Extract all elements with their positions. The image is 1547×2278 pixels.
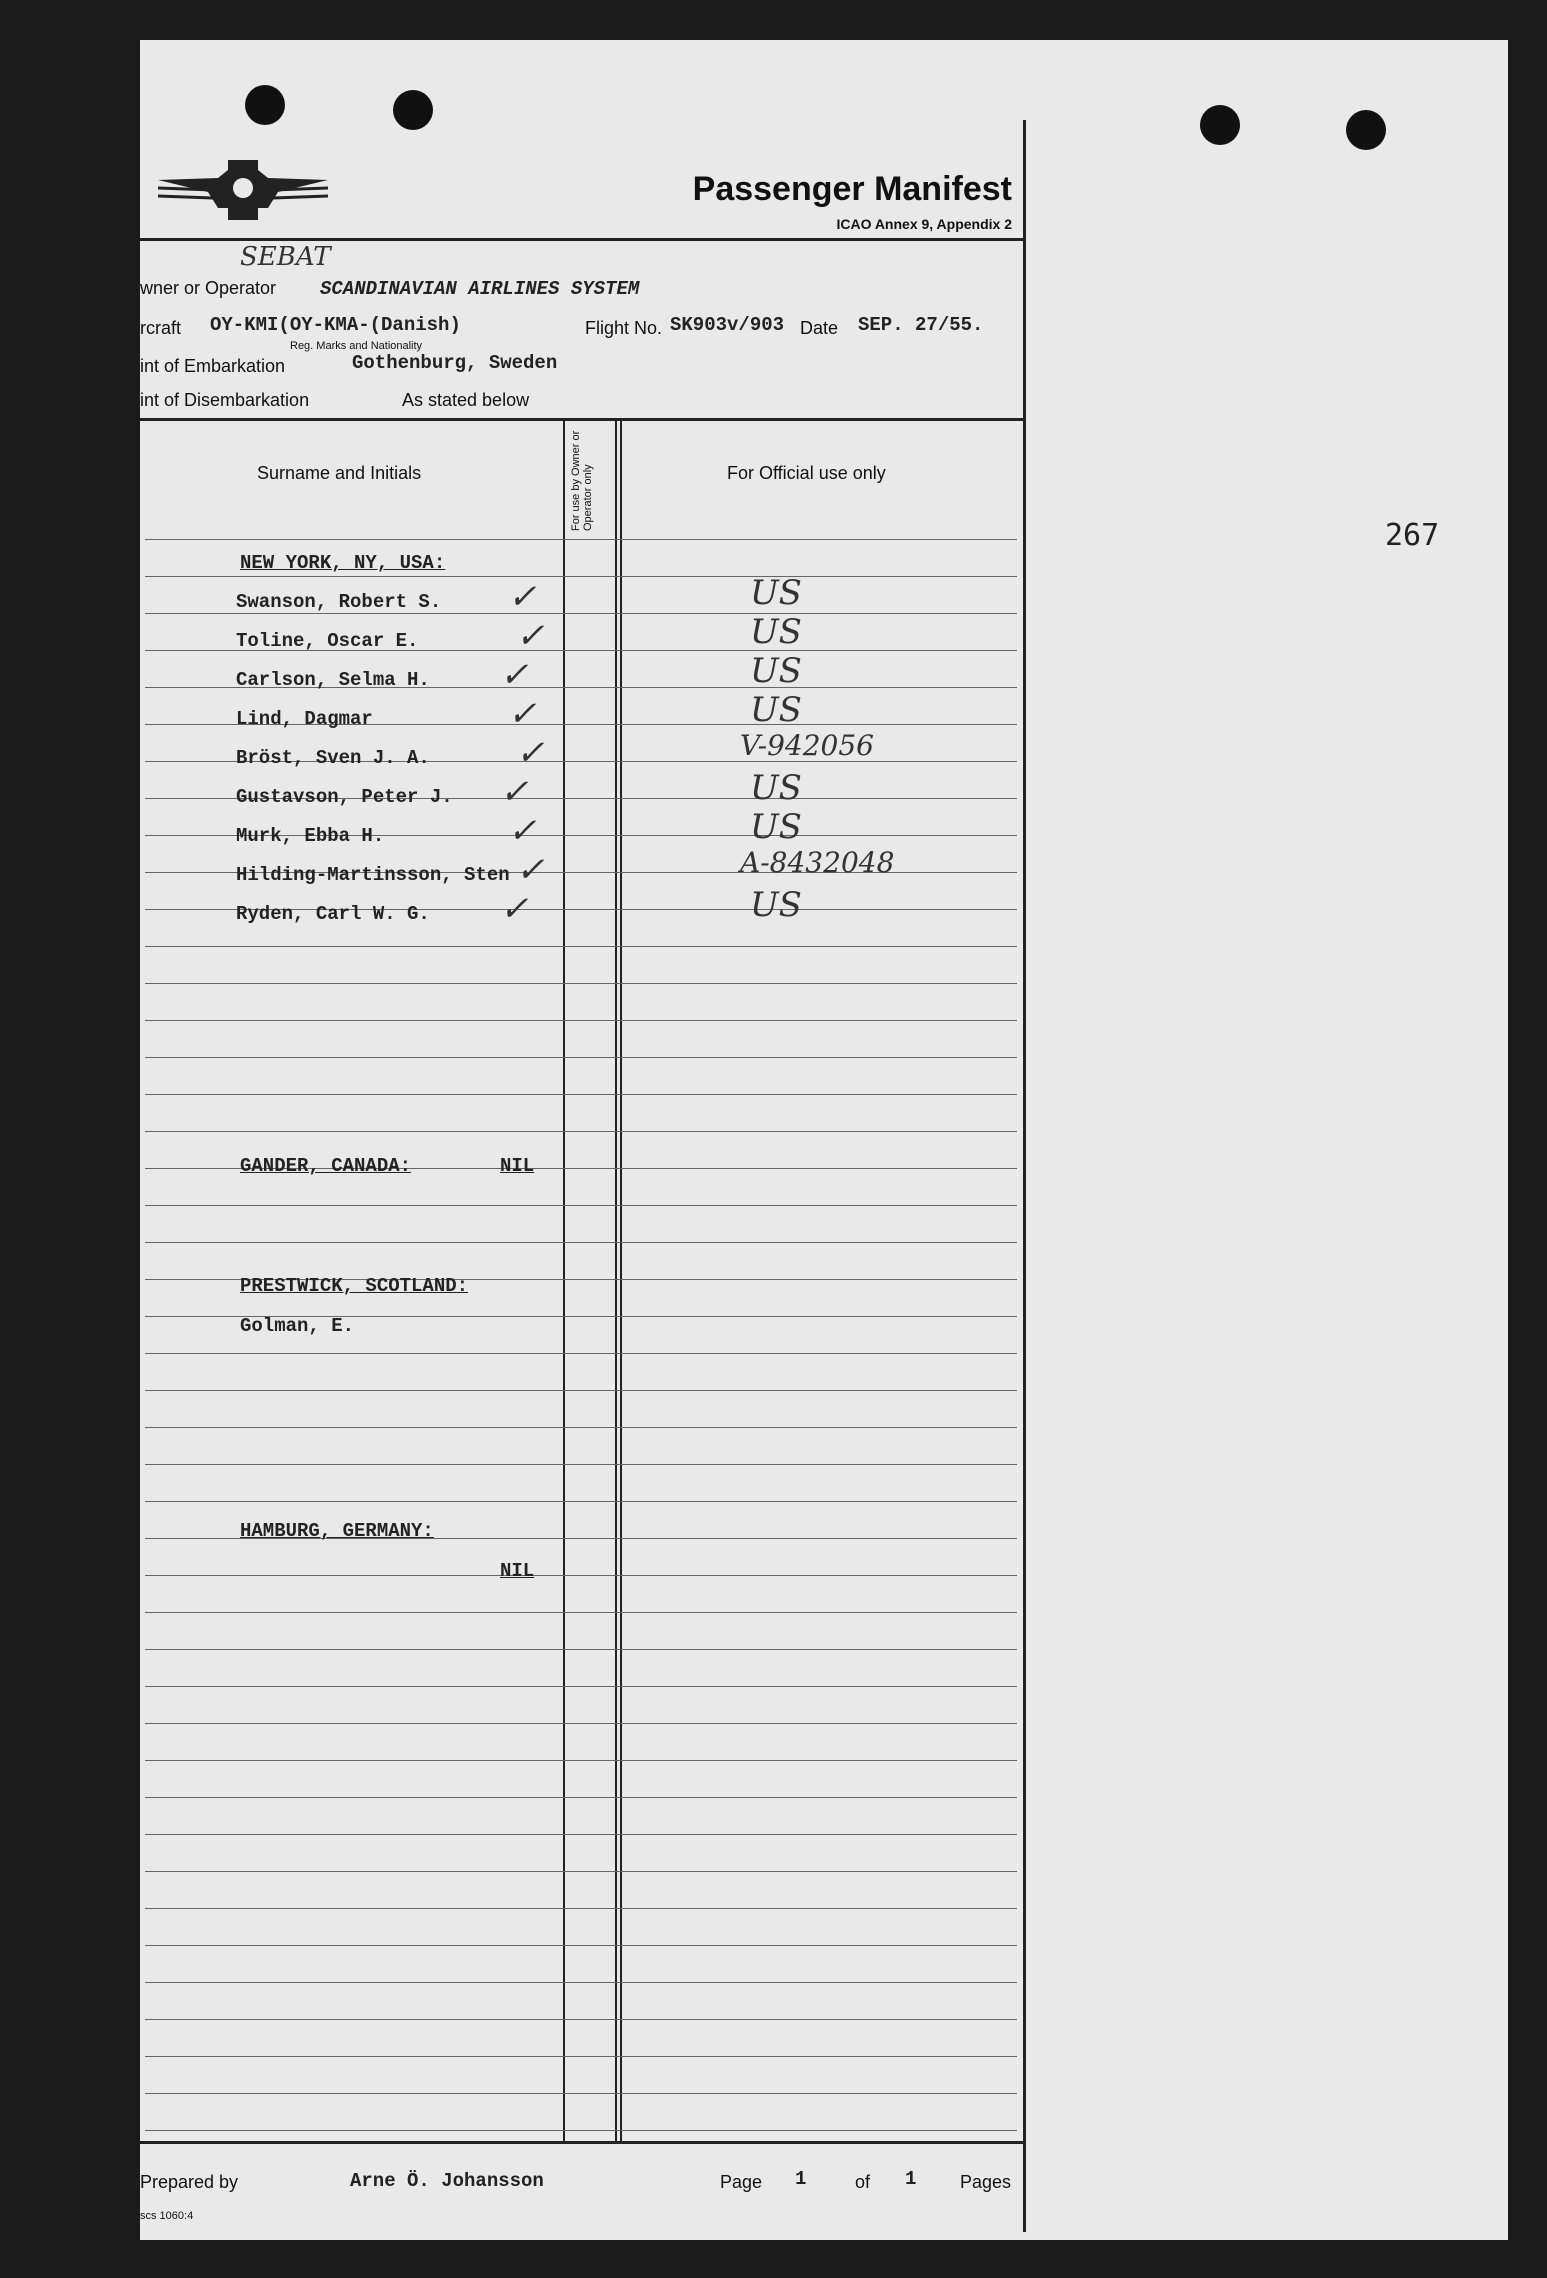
ruled-line: [145, 1501, 1017, 1502]
ruled-line: [145, 539, 1017, 540]
column-divider: [620, 421, 622, 2141]
ruled-line: [145, 2056, 1017, 2057]
page-value: 1: [795, 2168, 807, 2190]
ruled-line: [145, 2093, 1017, 2094]
ruled-line: [145, 946, 1017, 947]
official-notation: US: [750, 885, 802, 925]
prepared-by-label: Prepared by: [140, 2172, 239, 2192]
ruled-line: [145, 1205, 1017, 1206]
manifest-title: Passenger Manifest: [692, 170, 1012, 208]
checkmark-icon: ✓: [500, 655, 529, 695]
ruled-line: [145, 2130, 1017, 2131]
ruled-line: [145, 1575, 1017, 1576]
official-notation: V-942056: [740, 729, 874, 762]
passenger-name: Bröst, Sven J. A.: [236, 747, 430, 769]
passenger-name: Gustavson, Peter J.: [236, 786, 453, 808]
ruled-line: [145, 1871, 1017, 1872]
checkmark-icon: ✓: [516, 850, 545, 890]
col-header-official-use: For Official use only: [727, 463, 886, 483]
ruled-line: [145, 1464, 1017, 1465]
date-value: SEP. 27/55.: [858, 314, 984, 336]
aircraft-value: OY-KMI(OY-KMA-(Danish): [210, 314, 461, 336]
disembarkation-value: As stated below: [402, 390, 530, 410]
checkmark-icon: ✓: [516, 616, 545, 656]
ruled-line: [145, 1834, 1017, 1835]
ruled-line: [145, 1649, 1017, 1650]
official-notation: US: [750, 768, 802, 808]
official-notation: US: [750, 612, 802, 652]
official-notation: US: [750, 651, 802, 691]
of-value: 1: [905, 2168, 917, 2190]
ruled-line: [145, 1057, 1017, 1058]
stop-gander-nil: NIL: [500, 1155, 535, 1177]
ruled-line: [145, 2019, 1017, 2020]
checkmark-icon: ✓: [508, 811, 537, 851]
punch-hole: [1200, 105, 1240, 145]
passenger-name: Toline, Oscar E.: [236, 630, 419, 652]
ruled-line: [145, 576, 1017, 577]
date-label: Date: [800, 318, 839, 338]
official-notation: US: [750, 690, 802, 730]
embarkation-label: int of Embarkation: [140, 356, 286, 376]
col-header-owner-use: For use by Owner or Operator only: [570, 430, 594, 531]
ruled-line: [145, 613, 1017, 614]
embarkation-value: Gothenburg, Sweden: [352, 352, 558, 374]
checkmark-icon: ✓: [500, 889, 529, 929]
airline-logo-icon: [158, 150, 328, 230]
ruled-line: [145, 1686, 1017, 1687]
passenger-name: Lind, Dagmar: [236, 708, 373, 730]
stop-gander: GANDER, CANADA:: [240, 1155, 412, 1177]
ruled-line: [145, 1945, 1017, 1946]
page-label: Page: [720, 2172, 763, 2192]
passenger-name: Murk, Ebba H.: [236, 825, 385, 847]
ruled-line: [145, 1020, 1017, 1021]
ruled-line: [145, 983, 1017, 984]
owner-handwriting: SEBAT: [240, 242, 331, 272]
punch-hole: [245, 85, 285, 125]
prestwick-passenger: Golman, E.: [240, 1315, 355, 1337]
owner-label: wner or Operator: [140, 278, 277, 298]
checkmark-icon: ✓: [508, 577, 537, 617]
ruled-line: [145, 1390, 1017, 1391]
pages-label: Pages: [960, 2172, 1012, 2192]
manifest-subtitle: ICAO Annex 9, Appendix 2: [836, 216, 1012, 232]
ruled-line: [145, 1723, 1017, 1724]
ruled-line: [145, 1353, 1017, 1354]
passenger-name: Swanson, Robert S.: [236, 591, 442, 613]
column-divider: [563, 421, 565, 2141]
official-notation: A-8432048: [740, 846, 895, 879]
official-notation: US: [750, 807, 802, 847]
ruled-line: [145, 1094, 1017, 1095]
checkmark-icon: ✓: [500, 772, 529, 812]
ruled-line: [145, 1908, 1017, 1909]
column-divider: [615, 421, 617, 2141]
disembarkation-label: int of Disembarkation: [140, 390, 310, 410]
ruled-line: [145, 1242, 1017, 1243]
ruled-line: [145, 1131, 1017, 1132]
stop-hamburg: HAMBURG, GERMANY:: [240, 1520, 434, 1542]
aircraft-label: rcraft: [140, 318, 182, 338]
form-code: scs 1060:4: [140, 2210, 194, 2222]
punch-hole: [1346, 110, 1386, 150]
reg-marks-label: Reg. Marks and Nationality: [290, 340, 423, 352]
passenger-name: Ryden, Carl W. G.: [236, 903, 430, 925]
col-header-surname: Surname and Initials: [257, 463, 422, 483]
stop-prestwick: PRESTWICK, SCOTLAND:: [240, 1275, 469, 1297]
flight-value: SK903v/903: [670, 314, 785, 336]
passenger-name: Hilding-Martinsson, Sten: [236, 864, 510, 886]
archive-page-number: 267: [1385, 518, 1440, 553]
stop-new-york: NEW YORK, NY, USA:: [240, 552, 446, 574]
owner-value: SCANDINAVIAN AIRLINES SYSTEM: [320, 278, 640, 300]
ruled-line: [145, 1427, 1017, 1428]
manifest-form: [140, 120, 1030, 2232]
ruled-line: [145, 1612, 1017, 1613]
passenger-name: Carlson, Selma H.: [236, 669, 430, 691]
ruled-line: [145, 1982, 1017, 1983]
stop-hamburg-nil: NIL: [500, 1560, 535, 1582]
flight-label: Flight No.: [585, 318, 663, 338]
checkmark-icon: ✓: [508, 694, 537, 734]
ruled-line: [145, 1797, 1017, 1798]
checkmark-icon: ✓: [516, 733, 545, 773]
ruled-line: [145, 1760, 1017, 1761]
official-notation: US: [750, 573, 802, 613]
header-rule: [140, 238, 1024, 241]
of-label: of: [855, 2172, 871, 2192]
prepared-by-value: Arne Ö. Johansson: [350, 2170, 544, 2192]
